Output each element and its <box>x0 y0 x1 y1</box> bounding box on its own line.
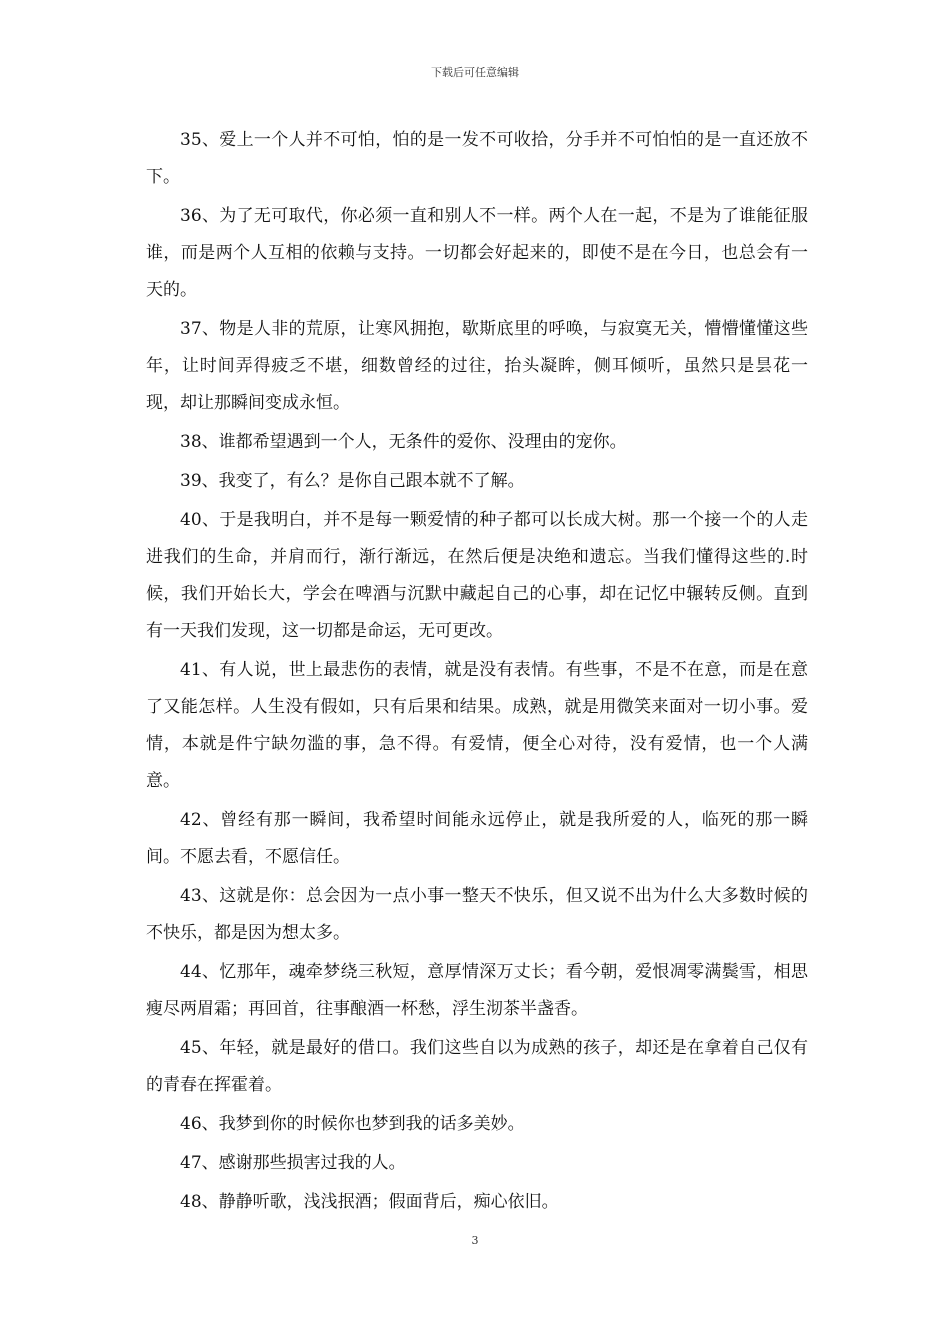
paragraph-44: 44、忆那年，魂牵梦绕三秋短，意厚情深万丈长；看今朝，爱恨凋零满鬓雪，相思瘦尽两眉霜；再回首，往事酿酒一杯愁，浮生沏茶半盏香。 <box>146 962 808 1019</box>
page-number: 3 <box>471 1234 479 1247</box>
paragraph-36: 36、为了无可取代，你必须一直和别人不一样。两个人在一起，不是为了谁能征服谁，而是两个人互相的依赖与支持。一切都会好起来的，即使不是在今日，也总会有一天的。 <box>146 206 808 300</box>
page-header: 下载后可任意编辑 <box>431 66 519 79</box>
paragraph-35: 35、爱上一个人并不可怕，怕的是一发不可收拾，分手并不可怕怕的是一直还放不下。 <box>146 130 808 187</box>
paragraph-38: 38、谁都希望遇到一个人，无条件的爱你、没理由的宠你。 <box>180 432 627 452</box>
paragraph-37: 37、物是人非的荒原，让寒风拥抱，歇斯底里的呼唤，与寂寞无关，懵懵懂懂这些年，让时间弄得疲乏不堪，细数曾经的过往，抬头凝眸，侧耳倾听，虽然只是昙花一现，却让那瞬间变成永恒。 <box>146 319 808 413</box>
paragraph-46: 46、我梦到你的时候你也梦到我的话多美妙。 <box>180 1114 525 1134</box>
document-body <box>146 122 808 1223</box>
paragraph-45: 45、年轻，就是最好的借口。我们这些自以为成熟的孩子，却还是在拿着自己仅有的青春在挥霍着。 <box>146 1038 808 1095</box>
paragraph-41: 41、有人说，世上最悲伤的表情，就是没有表情。有些事，不是不在意，而是在意了又能怎样。人生没有假如，只有后果和结果。成熟，就是用微笑来面对一切小事。爱情，本就是件宁缺勿滥的事，急不得。有爱情，便全心对待，没有爱情，也一个人满意。 <box>146 660 808 791</box>
paragraph-42: 42、曾经有那一瞬间，我希望时间能永远停止，就是我所爱的人，临死的那一瞬间。不愿去看，不愿信任。 <box>146 810 808 867</box>
paragraph-43: 43、这就是你：总会因为一点小事一整天不快乐，但又说不出为什么大多数时候的不快乐，都是因为想太多。 <box>146 886 808 943</box>
paragraph-40: 40、于是我明白，并不是每一颗爱情的种子都可以长成大树。那一个接一个的人走进我们的生命，并肩而行，渐行渐远，在然后便是决绝和遗忘。当我们懂得这些的.时候，我们开始长大，学会在啤酒与沉默中藏起自己的心事，却在记忆中辗转反侧。直到有一天我们发现，这一切都是命运，无可更改。 <box>146 510 808 641</box>
paragraph-48: 48、静静听歌，浅浅抿酒；假面背后，痴心依旧。 <box>180 1192 559 1212</box>
paragraph-39: 39、我变了，有么？是你自己跟本就不了解。 <box>180 471 525 491</box>
paragraph-47: 47、感谢那些损害过我的人。 <box>180 1153 406 1173</box>
